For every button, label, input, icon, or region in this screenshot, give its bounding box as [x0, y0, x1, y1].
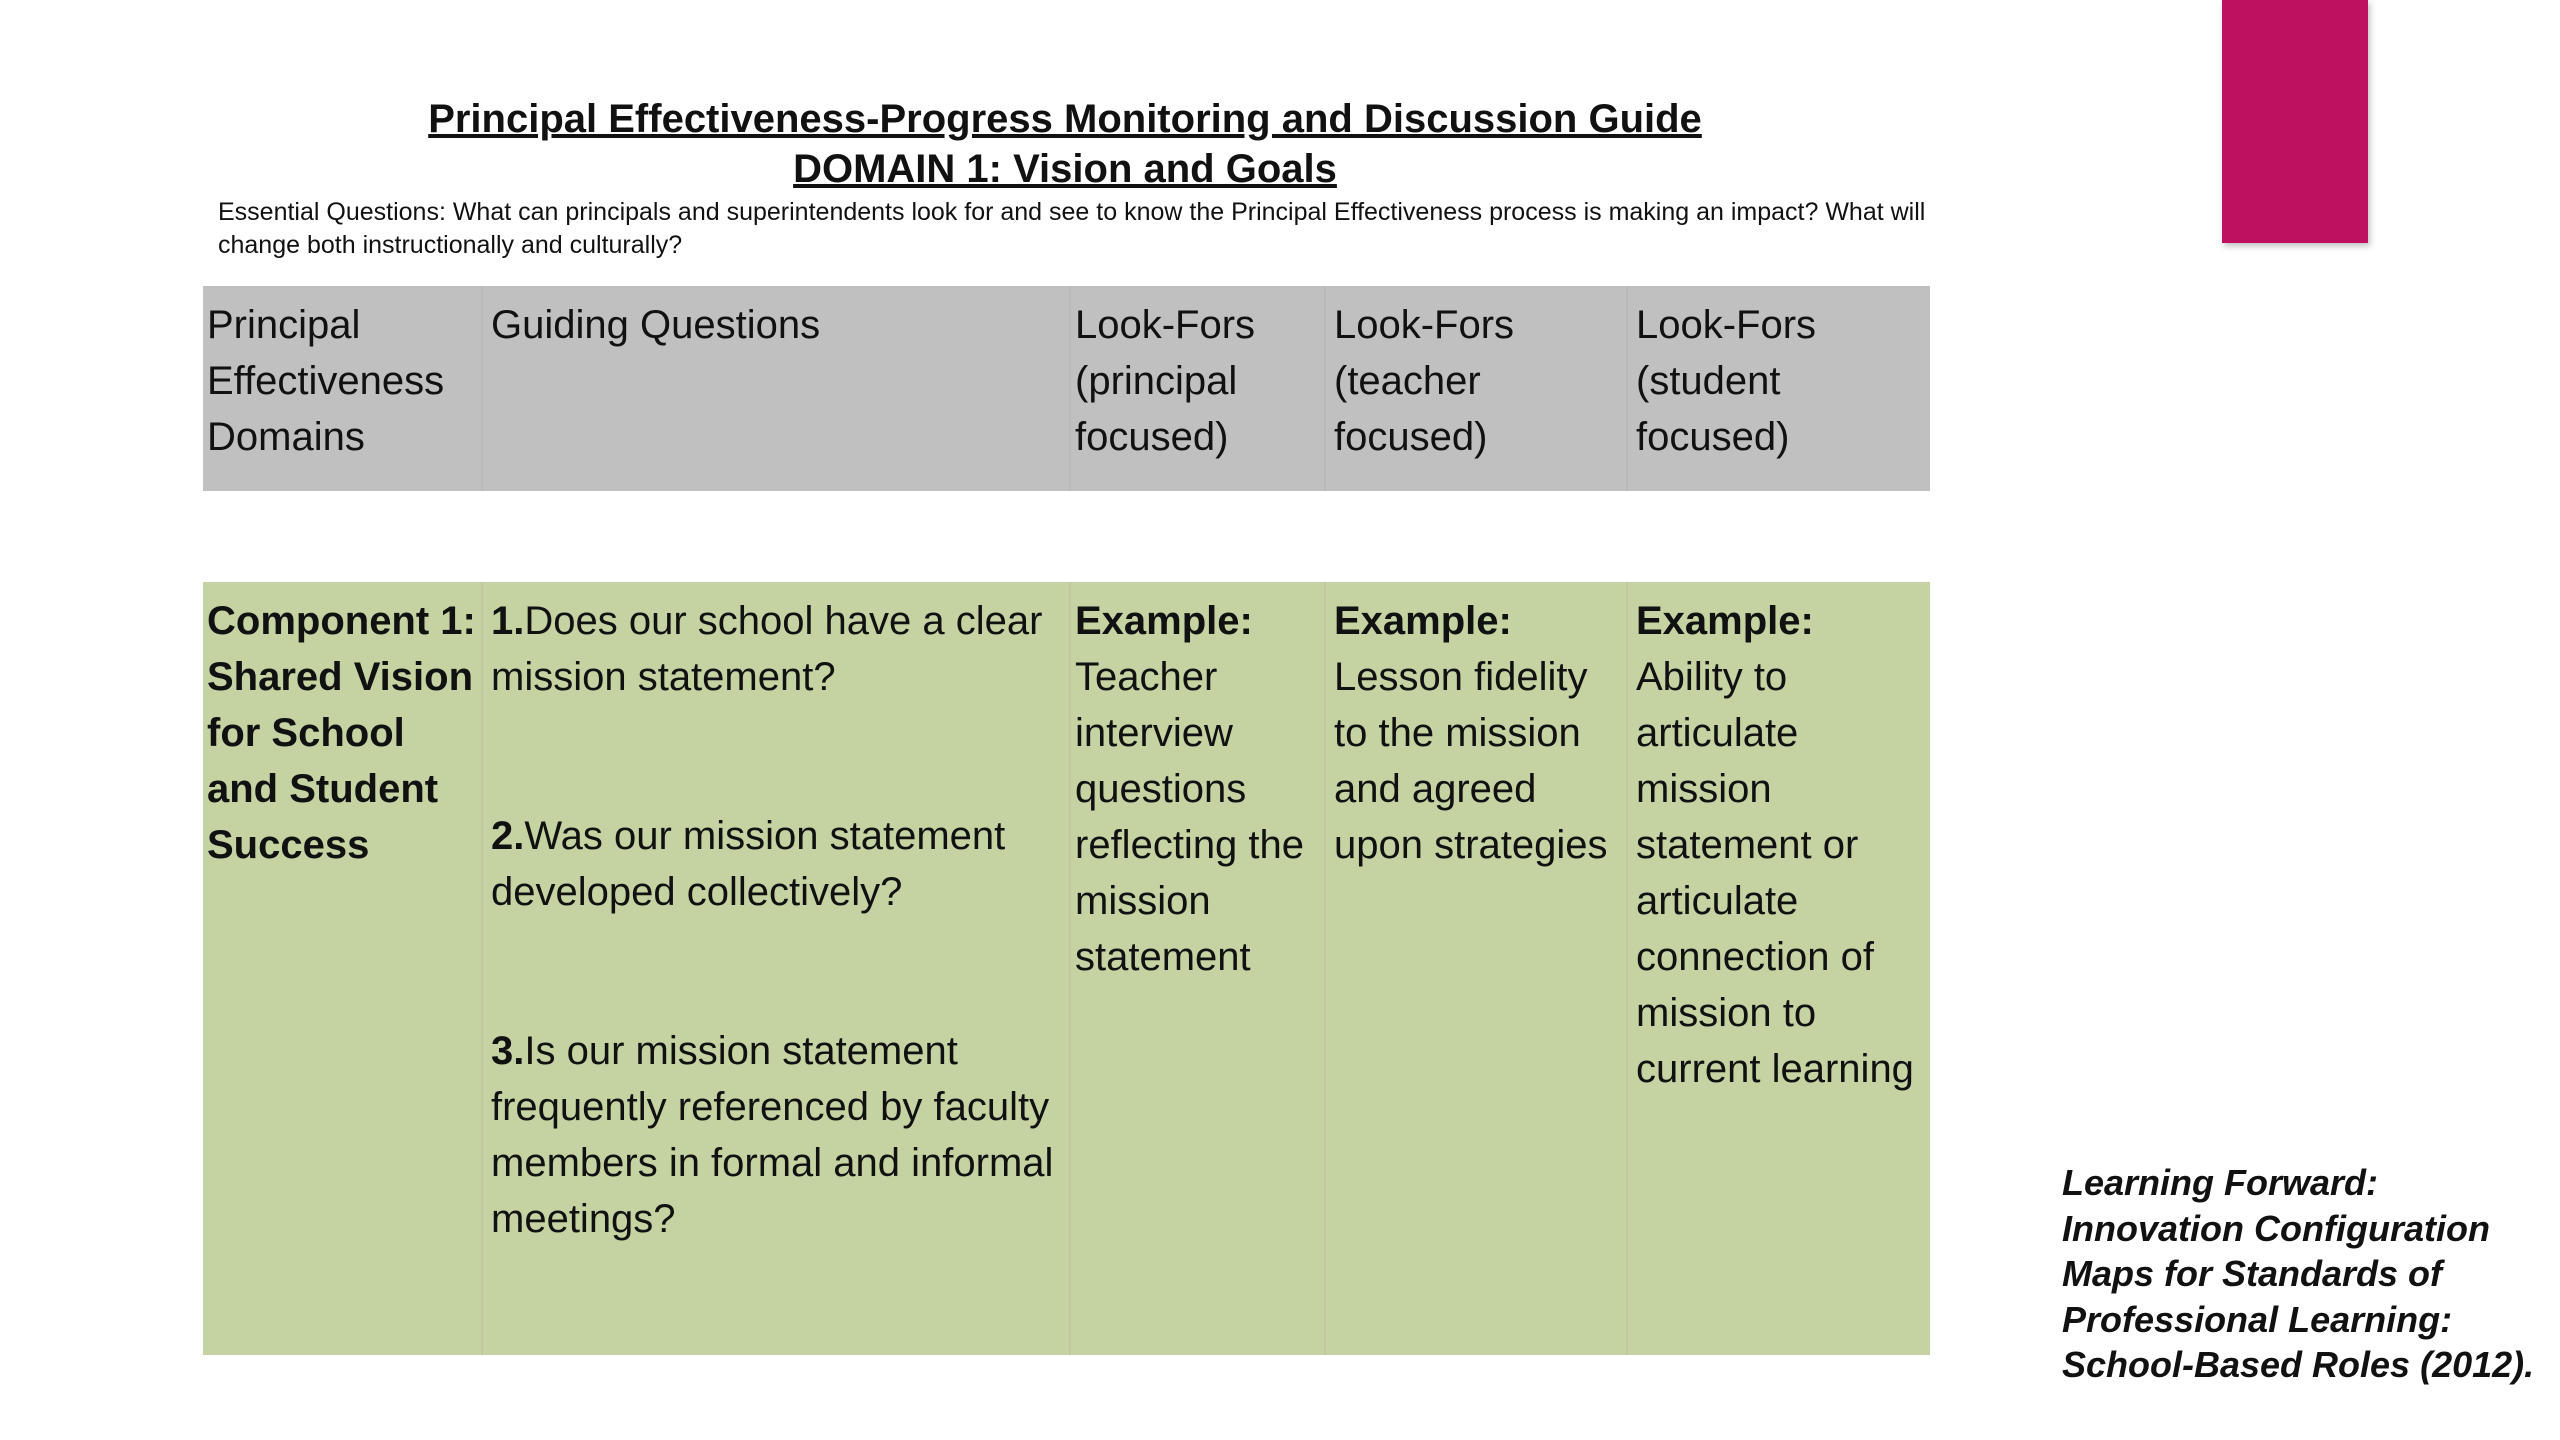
table-body-row — [203, 582, 1930, 1355]
title-line-2: DOMAIN 1: Vision and Goals — [793, 147, 1337, 191]
header-guiding-questions: Guiding Questions — [483, 286, 1071, 491]
look-fors-student-cell — [1628, 582, 1930, 1355]
accent-bar — [2222, 0, 2368, 243]
look-for-principal-text: Teacher interview questions reflecting the mission statement — [1075, 655, 1305, 979]
look-fors-principal-cell — [1071, 582, 1326, 1355]
look-fors-teacher-cell — [1326, 582, 1628, 1355]
example-label: Example: — [1334, 599, 1512, 643]
example-label: Example: — [1636, 599, 1814, 643]
title-line-1: Principal Effectiveness-Progress Monitoring and Discussion Guide — [428, 97, 1702, 141]
header-look-fors-student: Look-Fors (student focused) — [1628, 286, 1930, 491]
question-text: Was our mission statement developed collectively? — [491, 814, 1006, 914]
look-for-teacher-text: Lesson fidelity to the mission and agreed upon strategies — [1334, 655, 1608, 867]
look-for-student-text: Ability to articulate mission statement or articulate connection of mission to current learning — [1636, 655, 1914, 1091]
header-look-fors-principal: Look-Fors (principal focused) — [1071, 286, 1326, 491]
question-number: 1. — [491, 599, 525, 643]
table-header-row — [203, 286, 1930, 491]
question-item — [491, 593, 1064, 705]
component-cell: Component 1: Shared Vision for School and Student Success — [203, 582, 483, 1355]
header-look-fors-teacher: Look-Fors (teacher focused) — [1326, 286, 1628, 491]
page-title — [180, 94, 1950, 194]
question-item — [491, 1023, 1064, 1247]
citation: Learning Forward: Innovation Configuration Maps for Standards of Professional Learning: School-Based Roles (2012). — [2062, 1162, 2535, 1385]
question-text: Is our mission statement frequently referenced by faculty members in formal and informal meetings? — [491, 1029, 1054, 1241]
question-text: Does our school have a clear mission statement? — [491, 599, 1043, 699]
header-domains: Principal Effectiveness Domains — [203, 286, 483, 491]
question-item — [491, 808, 1064, 920]
guiding-questions-cell — [483, 582, 1071, 1355]
question-number: 2. — [491, 814, 525, 858]
example-label: Example: — [1075, 599, 1253, 643]
essential-questions: Essential Questions: What can principals and superintendents look for and see to know the Principal Effectiveness process is making an impact? What will change both instructionally and culturally? — [218, 198, 1926, 259]
question-number: 3. — [491, 1029, 525, 1073]
